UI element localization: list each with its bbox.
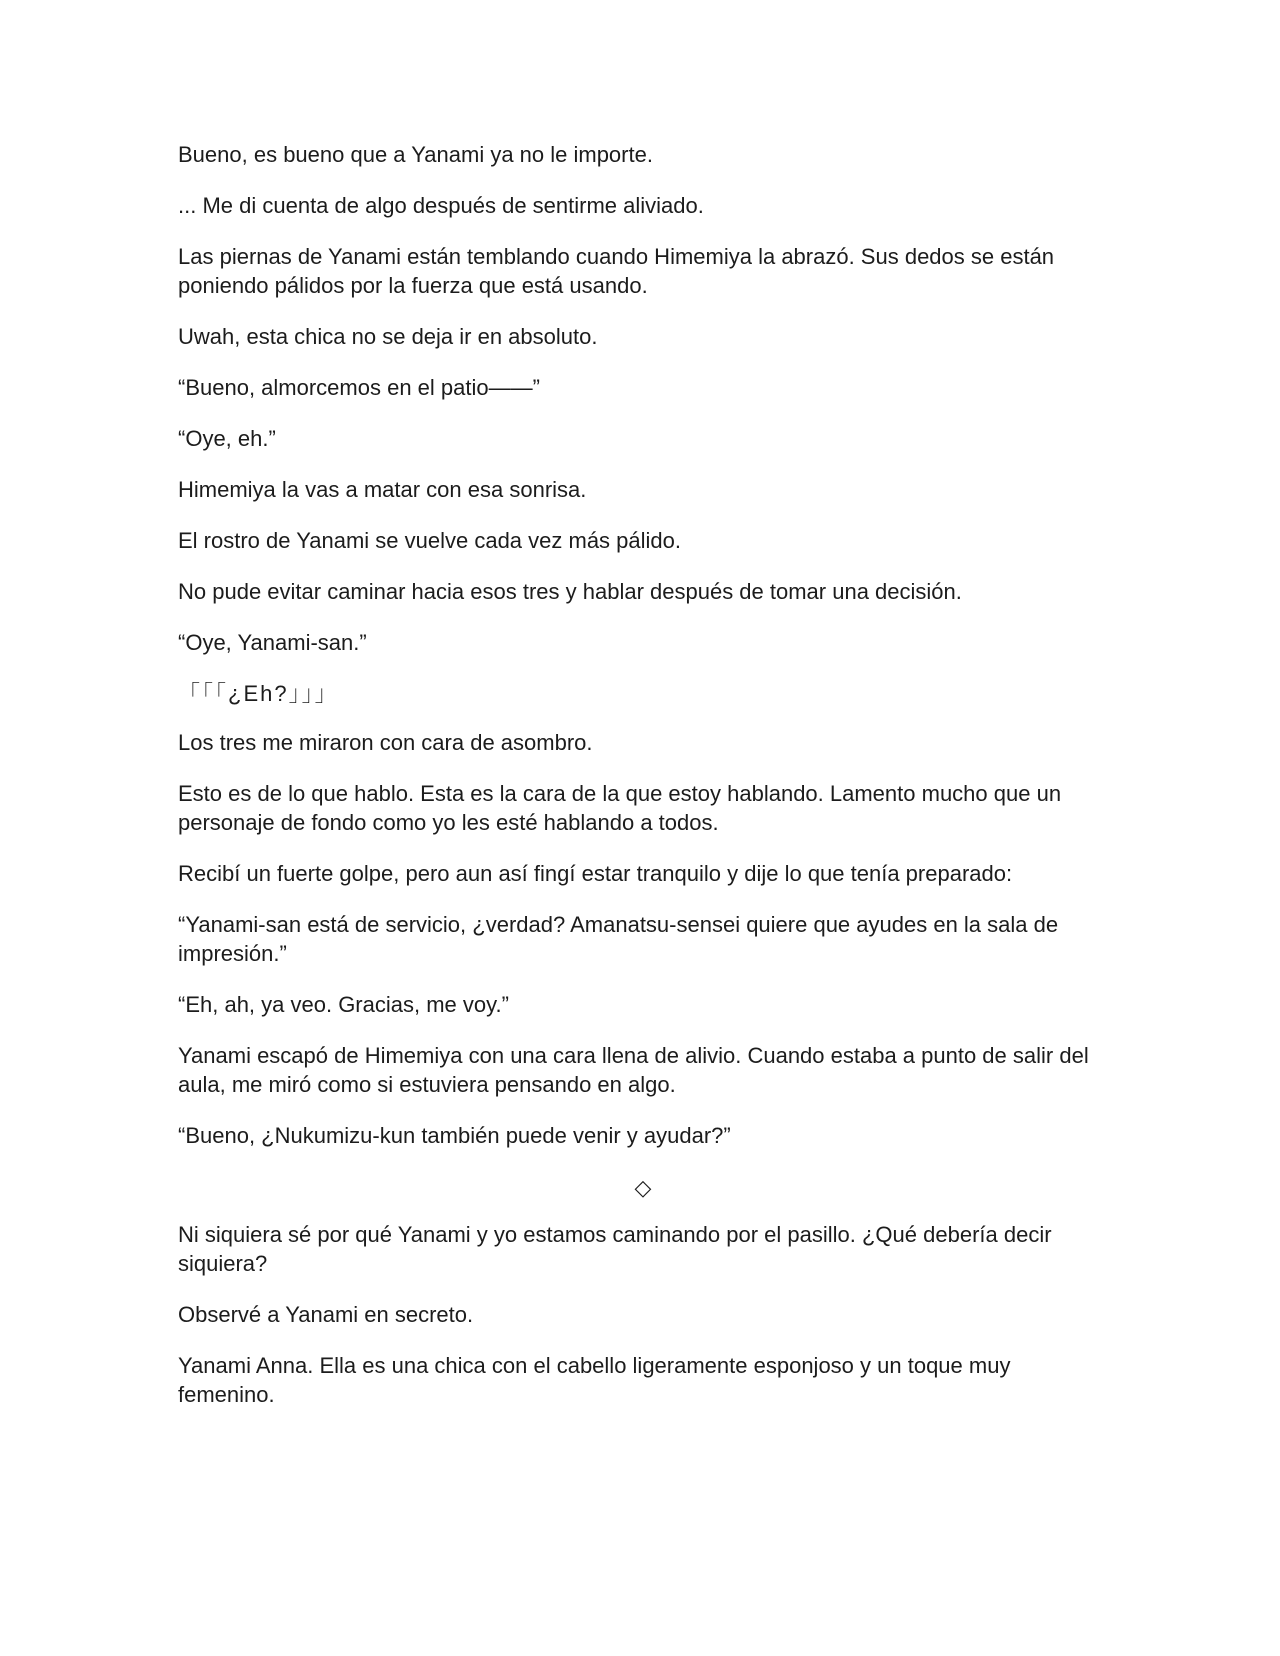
paragraph: Uwah, esta chica no se deja ir en absoluto. bbox=[178, 324, 598, 349]
paragraph: Ni siquiera sé por qué Yanami y yo estamos caminando por el pasillo. ¿Qué debería decir siquiera? bbox=[178, 1222, 1052, 1276]
paragraph: Las piernas de Yanami están temblando cuando Himemiya la abrazó. Sus dedos se están poniendo pálidos por la fuerza que está usando. bbox=[178, 244, 1055, 298]
section-separator-diamond: ◇ bbox=[634, 1175, 652, 1200]
paragraph: Yanami escapó de Himemiya con una cara llena de alivio. Cuando estaba a punto de salir del aula, me miró como si estuviera pensando en algo. bbox=[178, 1043, 1089, 1097]
dialogue-line: “Yanami-san está de servicio, ¿verdad? Amanatsu-sensei quiere que ayudes en la sala de impresión.” bbox=[178, 912, 1059, 966]
paragraph: ... Me di cuenta de algo después de sentirme aliviado. bbox=[178, 193, 704, 218]
paragraph: Esto es de lo que hablo. Esta es la cara de la que estoy hablando. Lamento mucho que un personaje de fondo como yo les esté hablando a todos. bbox=[178, 781, 1062, 835]
dialogue-line: “Bueno, almorcemos en el patio——” bbox=[178, 375, 540, 400]
document-page bbox=[178, 140, 1108, 1431]
dialogue-line: “Eh, ah, ya veo. Gracias, me voy.” bbox=[178, 992, 509, 1017]
dialogue-line: “Oye, eh.” bbox=[178, 426, 276, 451]
paragraph: El rostro de Yanami se vuelve cada vez más pálido. bbox=[178, 528, 682, 553]
dialogue-line: “Bueno, ¿Nukumizu-kun también puede venir y ayudar?” bbox=[178, 1123, 731, 1148]
paragraph: Himemiya la vas a matar con esa sonrisa. bbox=[178, 477, 587, 502]
dialogue-line: “Oye, Yanami-san.” bbox=[178, 630, 367, 655]
paragraph: Yanami Anna. Ella es una chica con el cabello ligeramente esponjoso y un toque muy femenino. bbox=[178, 1353, 1011, 1407]
paragraph: Los tres me miraron con cara de asombro. bbox=[178, 730, 593, 755]
paragraph: Bueno, es bueno que a Yanami ya no le importe. bbox=[178, 142, 653, 167]
paragraph: No pude evitar caminar hacia esos tres y hablar después de tomar una decisión. bbox=[178, 579, 962, 604]
dialogue-line: 「「「¿Eh?」」」 bbox=[178, 681, 339, 706]
paragraph: Observé a Yanami en secreto. bbox=[178, 1302, 474, 1327]
paragraph: Recibí un fuerte golpe, pero aun así fingí estar tranquilo y dije lo que tenía preparado: bbox=[178, 861, 1013, 886]
